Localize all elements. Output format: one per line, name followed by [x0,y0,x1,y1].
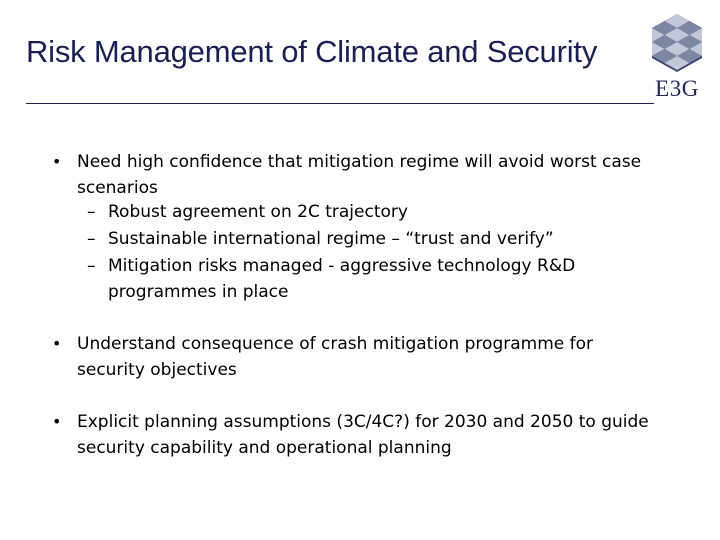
bullet-marker: • [52,334,62,353]
sub-bullet-marker: – [87,229,96,249]
sub-bullet-marker: – [87,202,96,222]
e3g-logo-mark-icon [646,12,708,74]
sub-bullet-item [87,199,627,225]
e3g-logo [646,12,708,106]
sub-bullet-text: Robust agreement on 2C trajectory [108,202,408,222]
sub-bullet-marker: – [87,256,96,276]
sub-bullet-text: Mitigation risks managed - aggressive technology R&D programmes in place [108,256,576,302]
bullet-item [52,409,702,461]
sub-bullet-item [87,253,627,305]
bullet-text: Need high confidence that mitigation regime will avoid worst case scenarios [77,152,642,198]
bullet-text: Explicit planning assumptions (3C/4C?) for 2030 and 2050 to guide security capability and operational planning [77,412,649,458]
title-divider [26,103,654,104]
sub-bullet-item [87,226,627,252]
slide-title: Risk Management of Climate and Security [26,34,598,69]
bullet-item [52,149,692,201]
bullet-text: Understand consequence of crash mitigation programme for security objectives [77,334,594,380]
logo-text: E3G [655,76,699,101]
sub-bullet-text: Sustainable international regime – “trust and verify” [108,229,554,249]
bullet-item [52,331,652,383]
bullet-marker: • [52,152,62,171]
bullet-marker: • [52,412,62,431]
